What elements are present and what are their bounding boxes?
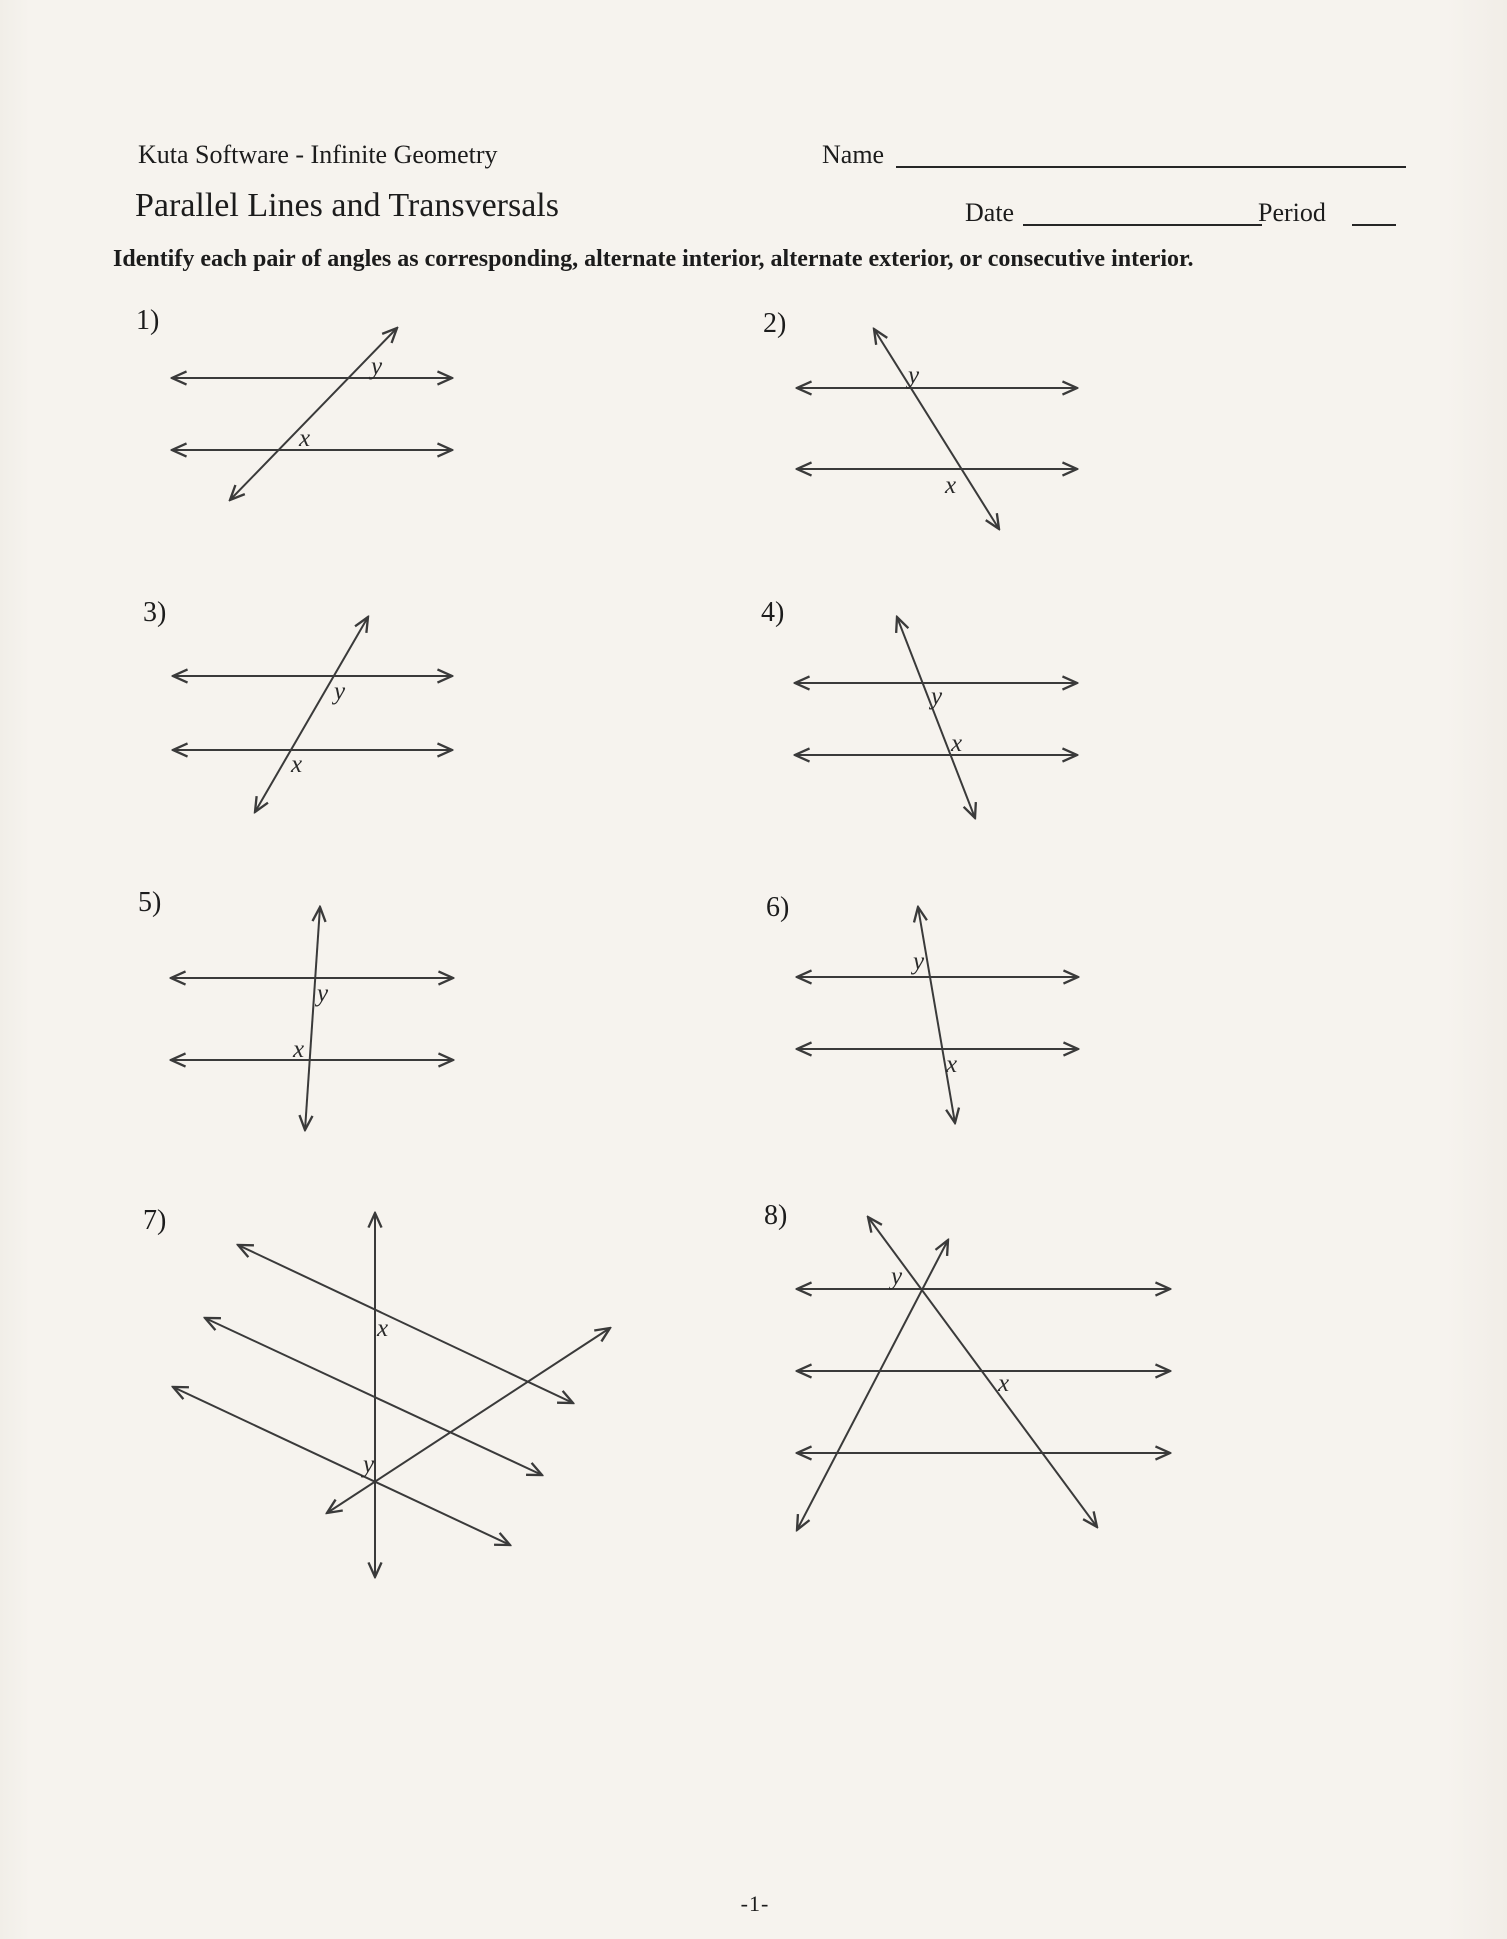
angle-label-y: y bbox=[913, 948, 925, 975]
date-label: Date bbox=[965, 198, 1015, 227]
angle-label-x: x bbox=[291, 751, 303, 778]
transversal-line bbox=[918, 907, 958, 1123]
transversal-line bbox=[305, 907, 320, 1130]
angle-label-x: x bbox=[951, 730, 963, 757]
angle-label-x: x bbox=[293, 1036, 305, 1063]
problem-5 bbox=[138, 887, 453, 1130]
problem-number: 4) bbox=[761, 597, 785, 628]
ascending-transversal-line bbox=[327, 1328, 610, 1513]
problem-number: 6) bbox=[766, 892, 790, 923]
problem-3 bbox=[143, 597, 452, 812]
parallel-line-3 bbox=[173, 1387, 510, 1545]
problem-number: 3) bbox=[143, 597, 167, 628]
problem-1 bbox=[136, 305, 452, 500]
period-label: Period bbox=[1258, 198, 1326, 227]
problem-8 bbox=[764, 1200, 1170, 1530]
problem-number: 1) bbox=[136, 305, 160, 336]
page-number: -1- bbox=[740, 1891, 770, 1916]
problem-number: 8) bbox=[764, 1200, 788, 1231]
brand-text: Kuta Software - Infinite Geometry bbox=[138, 140, 498, 169]
angle-label-y: y bbox=[317, 980, 329, 1007]
angle-label-y: y bbox=[371, 353, 383, 380]
problem-7 bbox=[143, 1205, 610, 1577]
page-title: Parallel Lines and Transversals bbox=[135, 187, 559, 224]
angle-label-x: x bbox=[946, 1051, 958, 1078]
angle-label-y: y bbox=[908, 362, 920, 389]
instruction-text: Identify each pair of angles as corresponding, alternate interior, alternate exterior, or consecutive interior. bbox=[113, 246, 1194, 272]
name-label: Name bbox=[822, 140, 885, 169]
ascending-transversal-line bbox=[797, 1240, 948, 1530]
angle-label-x: x bbox=[998, 1370, 1010, 1397]
angle-label-y: y bbox=[363, 1451, 375, 1478]
problem-2 bbox=[763, 308, 1077, 529]
transversal-line bbox=[255, 617, 368, 812]
problem-number: 2) bbox=[763, 308, 787, 339]
problem-4 bbox=[761, 597, 1077, 818]
problem-6 bbox=[766, 892, 1078, 1123]
angle-label-x: x bbox=[299, 425, 311, 452]
angle-label-x: x bbox=[945, 472, 957, 499]
angle-label-y: y bbox=[334, 678, 346, 705]
transversal-line bbox=[874, 329, 999, 529]
problem-number: 5) bbox=[138, 887, 162, 918]
problem-number: 7) bbox=[143, 1205, 167, 1236]
angle-label-x: x bbox=[377, 1315, 389, 1342]
parallel-line-1 bbox=[238, 1245, 573, 1403]
transversal-line bbox=[897, 617, 975, 818]
angle-label-y: y bbox=[931, 683, 943, 710]
angle-label-y: y bbox=[891, 1263, 903, 1290]
